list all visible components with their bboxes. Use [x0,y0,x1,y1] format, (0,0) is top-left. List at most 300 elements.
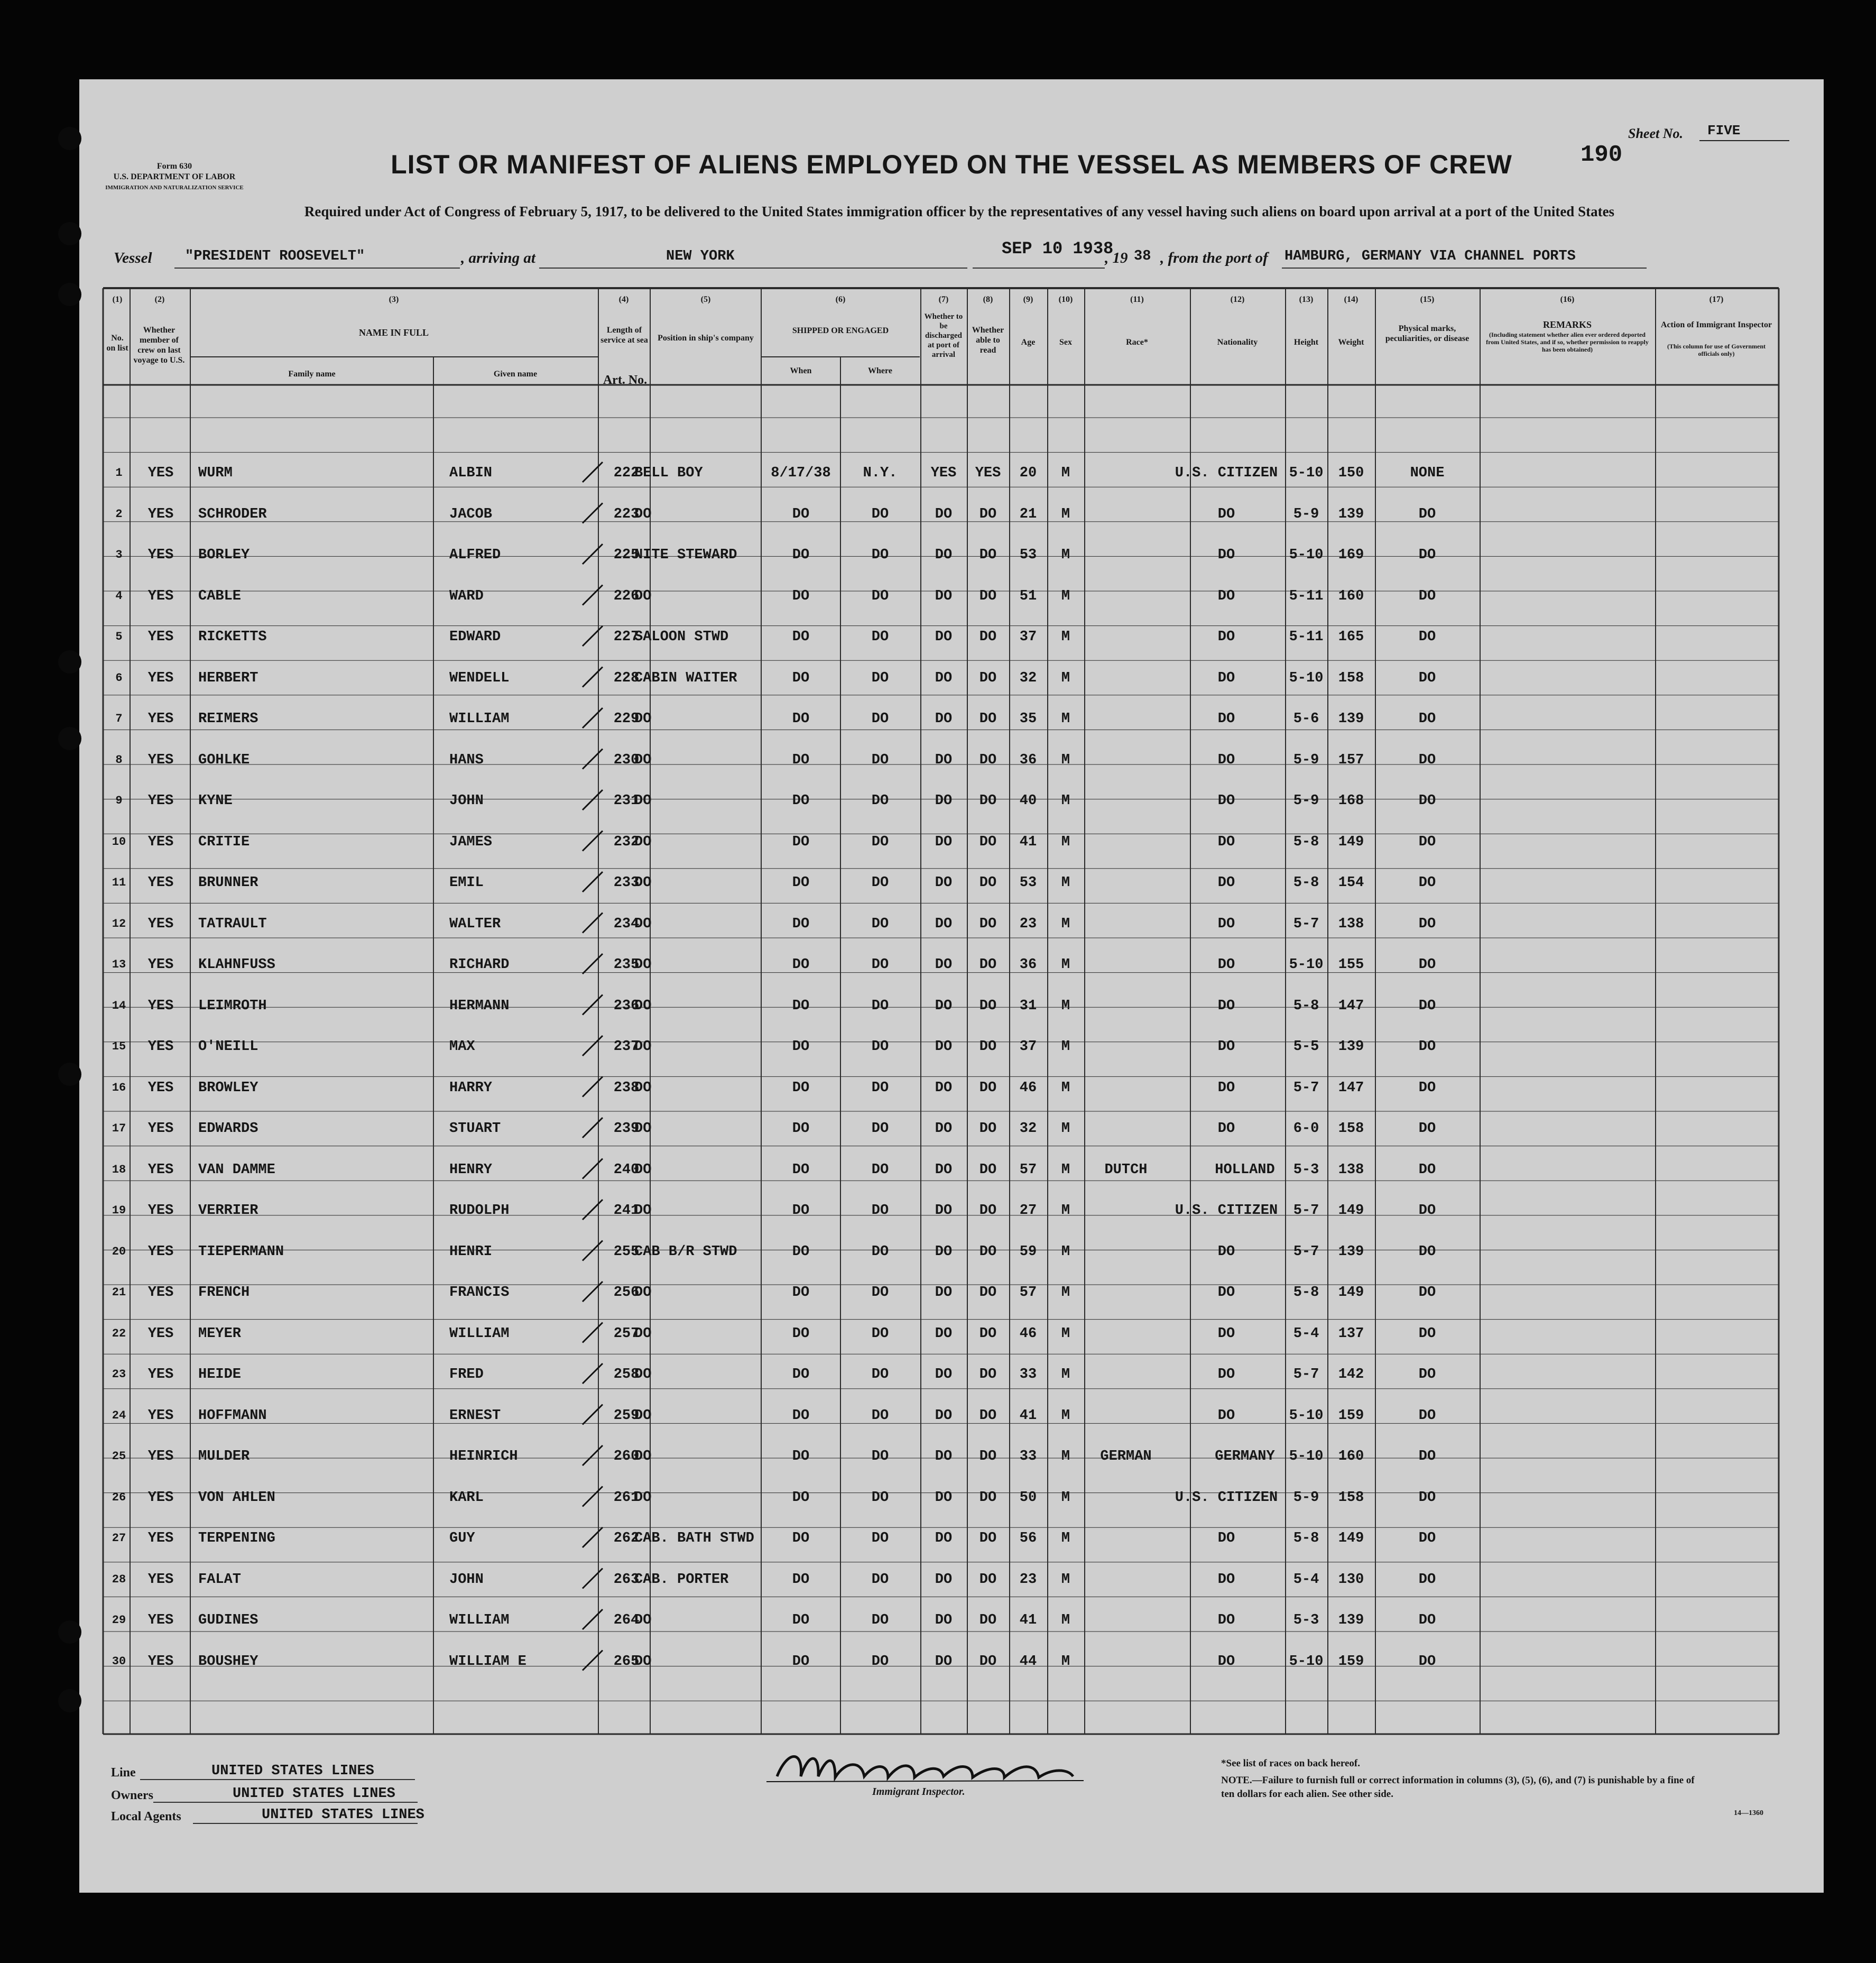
cell-read: DO [979,916,997,932]
header-race: Race* [1126,338,1148,347]
vessel-label: Vessel [114,250,152,266]
cell-height: 5-6 [1293,711,1319,727]
cell-member: YES [147,1449,174,1464]
cell-height: 5-9 [1293,793,1319,809]
cell-member: YES [147,1325,174,1342]
column-number: (6) [835,295,846,304]
cell-height: 5-7 [1293,1243,1319,1260]
cell-member: YES [147,1367,174,1383]
cell-art: 265 [613,1653,640,1670]
cell-age: 27 [1019,1203,1037,1219]
cell-position: CABIN WAITER [634,670,737,686]
cell-nationality: DO [1217,1571,1235,1588]
cell-family: LEIMROTH [198,998,267,1014]
cell-discharged: DO [935,1612,953,1628]
cell-given: ALBIN [449,465,493,481]
cell-read: DO [979,670,997,686]
cell-when: DO [792,1285,810,1301]
column-number: (3) [389,295,399,304]
cell-read: DO [979,629,997,645]
cell-position: DO [634,1121,652,1137]
cell-age: 53 [1019,875,1037,891]
punch-hole [58,1620,81,1644]
header-age: Age [1021,338,1036,347]
cell-age: 32 [1019,1121,1037,1137]
cell-no: 5 [115,630,123,643]
cell-age: 46 [1019,1080,1037,1096]
cell-family: CRITIE [198,834,250,850]
cell-no: 22 [112,1326,126,1340]
cell-discharged: DO [935,1203,953,1219]
cell-when: DO [792,1489,810,1506]
cell-no: 8 [115,753,123,767]
cell-nationality: DO [1217,1285,1235,1301]
cell-age: 50 [1019,1489,1037,1506]
cell-weight: 150 [1338,465,1364,481]
cell-position: DO [634,1080,652,1096]
cell-no: 17 [112,1122,126,1135]
cell-discharged: DO [935,1162,953,1178]
cell-discharged: DO [935,834,953,850]
cell-age: 31 [1019,998,1037,1014]
cell-where: DO [871,1162,889,1178]
cell-physical: DO [1418,1407,1436,1424]
header-shipped: SHIPPED OR ENGAGED [792,326,889,335]
column-number: (12) [1230,295,1245,304]
cell-where: DO [871,916,889,932]
cell-when: DO [792,1407,810,1424]
cell-height: 5-9 [1293,506,1319,522]
owners-value: UNITED STATES LINES [233,1786,395,1802]
cell-nationality: DO [1217,998,1235,1014]
column-number: (15) [1420,295,1435,304]
cell-member: YES [147,670,174,686]
agents-rule [193,1823,418,1824]
cell-nationality: DO [1217,793,1235,809]
cell-nationality: DO [1217,670,1235,686]
cell-family: BORLEY [198,547,250,563]
cell-read: DO [979,1489,997,1506]
cell-weight: 158 [1338,1121,1364,1137]
cell-art: 259 [613,1407,640,1424]
cell-no: 27 [112,1532,126,1545]
cell-position: BELL BOY [634,465,703,481]
cell-member: YES [147,875,174,891]
cell-age: 59 [1019,1243,1037,1260]
cell-family: TATRAULT [198,916,267,932]
cell-member: YES [147,588,174,604]
header-height: Height [1293,338,1319,347]
cell-no: 1 [115,466,123,480]
cell-given: WARD [449,588,484,604]
cell-discharged: DO [935,793,953,809]
cell-weight: 149 [1338,1285,1364,1301]
cell-sex: M [1061,1121,1070,1137]
cell-no: 9 [115,794,123,807]
cell-member: YES [147,793,174,809]
cell-art: 226 [613,588,640,604]
cell-position: DO [634,957,652,973]
cell-nationality: DO [1217,1653,1235,1670]
header-no: No. on list [106,334,128,353]
header-sex: Sex [1059,338,1072,347]
cell-age: 41 [1019,1612,1037,1628]
cell-art: 228 [613,670,640,686]
cell-sex: M [1061,1162,1070,1178]
cell-weight: 149 [1338,834,1364,850]
cell-art: 241 [613,1203,640,1219]
cell-discharged: DO [935,588,953,604]
cell-discharged: DO [935,670,953,686]
cell-nationality: DO [1217,1367,1235,1383]
cell-physical: DO [1418,1285,1436,1301]
punch-hole [58,283,81,306]
punch-hole [58,650,81,674]
cell-when: DO [792,711,810,727]
cell-no: 20 [112,1245,126,1258]
cell-no: 14 [112,999,126,1012]
cell-where: DO [871,1571,889,1588]
header-able-read: Whether able to read [972,326,1004,355]
cell-sex: M [1061,1325,1070,1342]
from-label: , from the port of [1160,250,1268,266]
cell-when: DO [792,1653,810,1670]
cell-race: DUTCH [1104,1162,1148,1178]
column-number: (17) [1709,295,1724,304]
agents-label: Local Agents [111,1810,181,1823]
cell-sex: M [1061,711,1070,727]
cell-no: 28 [112,1572,126,1586]
cell-height: 5-11 [1289,629,1324,645]
cell-physical: DO [1418,1449,1436,1464]
cell-art: 225 [613,547,640,563]
cell-physical: DO [1418,793,1436,809]
cell-family: VON AHLEN [198,1489,275,1506]
year-prefix: , 19 [1105,250,1128,266]
header-length-service: Length of service at sea [600,326,648,345]
header-position: Position in ship's company [658,334,754,343]
cell-sex: M [1061,1367,1070,1383]
cell-no: 7 [115,712,123,725]
cell-art: 222 [613,465,640,481]
cell-position: DO [634,1367,652,1383]
cell-read: DO [979,1571,997,1588]
cell-position: CAB B/R STWD [634,1243,737,1260]
cell-member: YES [147,957,174,973]
from-port: HAMBURG, GERMANY VIA CHANNEL PORTS [1284,248,1576,264]
cell-art: 263 [613,1571,640,1588]
cell-height: 5-10 [1289,1653,1324,1670]
cell-where: DO [871,957,889,973]
header-member: Whether member of crew on last voyage to U.S. [133,326,185,365]
cell-member: YES [147,711,174,727]
cell-discharged: DO [935,547,953,563]
cell-read: DO [979,1162,997,1178]
cell-no: 10 [112,835,126,849]
cell-art: 256 [613,1285,640,1301]
cell-discharged: DO [935,629,953,645]
cell-member: YES [147,998,174,1014]
cell-when: DO [792,1162,810,1178]
cell-physical: DO [1418,588,1436,604]
cell-no: 18 [112,1163,126,1176]
cell-nationality: DO [1217,1325,1235,1342]
cell-age: 57 [1019,1162,1037,1178]
cell-family: KYNE [198,793,233,809]
punch-hole [58,1063,81,1086]
cell-age: 41 [1019,1407,1037,1424]
cell-no: 26 [112,1490,126,1504]
cell-weight: 169 [1338,547,1364,563]
cell-given: JAMES [449,834,493,850]
cell-position: DO [634,752,652,768]
cell-given: STUART [449,1121,501,1137]
cell-sex: M [1061,957,1070,973]
cell-weight: 158 [1338,1489,1364,1506]
cell-age: 20 [1019,465,1037,481]
cell-physical: DO [1418,1571,1436,1588]
cell-age: 53 [1019,547,1037,563]
cell-read: DO [979,834,997,850]
cell-when: DO [792,1449,810,1464]
cell-when: DO [792,547,810,563]
cell-no: 6 [115,671,123,685]
cell-art: 261 [613,1489,640,1506]
cell-given: ALFRED [449,547,501,563]
cell-member: YES [147,1531,174,1546]
cell-art: 255 [613,1243,640,1260]
cell-height: 5-10 [1289,670,1324,686]
cell-no: 2 [115,507,123,521]
cell-physical: DO [1418,1531,1436,1546]
sheet-number-stamp: 190 [1581,142,1623,168]
cell-no: 23 [112,1368,126,1381]
cell-height: 5-10 [1289,957,1324,973]
cell-discharged: DO [935,1121,953,1137]
cell-weight: 147 [1338,998,1364,1014]
cell-where: DO [871,1489,889,1506]
cell-weight: 139 [1338,1243,1364,1260]
cell-family: RICKETTS [198,629,267,645]
cell-nationality: DO [1217,1080,1235,1096]
cell-discharged: YES [930,465,957,481]
cell-member: YES [147,1121,174,1137]
cell-height: 5-10 [1289,1449,1324,1464]
cell-member: YES [147,506,174,522]
cell-given: WILLIAM [449,1325,510,1342]
cell-when: DO [792,1121,810,1137]
department-name: U.S. DEPARTMENT OF LABOR [113,172,236,181]
cell-discharged: DO [935,506,953,522]
header-family-name: Family name [288,370,336,379]
cell-height: 5-8 [1293,998,1319,1014]
subtitle: Required under Act of Congress of February 5, 1917, to be delivered to the United States immigration officer by the representatives of any vessel having such aliens on board upon arrival at a port of the United States [304,204,1615,219]
cell-age: 36 [1019,752,1037,768]
cell-height: 5-4 [1293,1325,1319,1342]
cell-read: DO [979,1653,997,1670]
cell-when: DO [792,1571,810,1588]
service-name: IMMIGRATION AND NATURALIZATION SERVICE [105,185,244,191]
cell-weight: 137 [1338,1325,1364,1342]
cell-weight: 149 [1338,1531,1364,1546]
cell-when: DO [792,506,810,522]
cell-where: DO [871,793,889,809]
cell-when: DO [792,1203,810,1219]
cell-nationality: U.S. CITIZEN [1175,1489,1278,1506]
cell-when: DO [792,1080,810,1096]
cell-member: YES [147,916,174,932]
cell-where: DO [871,834,889,850]
cell-physical: DO [1418,547,1436,563]
cell-sex: M [1061,875,1070,891]
cell-discharged: DO [935,1367,953,1383]
cell-height: 5-8 [1293,834,1319,850]
cell-art: 227 [613,629,640,645]
cell-weight: 159 [1338,1407,1364,1424]
column-number: (4) [618,295,629,304]
cell-nationality: HOLLAND [1215,1162,1275,1178]
form-number: Form 630 [156,162,192,171]
cell-position: DO [634,1039,652,1055]
cell-discharged: DO [935,1243,953,1260]
cell-sex: M [1061,1449,1070,1464]
cell-when: DO [792,834,810,850]
cell-family: MULDER [198,1449,250,1464]
cell-physical: DO [1418,957,1436,973]
cell-where: DO [871,629,889,645]
cell-when: DO [792,670,810,686]
cell-where: DO [871,506,889,522]
cell-age: 37 [1019,1039,1037,1055]
cell-when: 8/17/38 [771,465,831,481]
cell-where: DO [871,1285,889,1301]
cell-height: 5-7 [1293,1203,1319,1219]
cell-discharged: DO [935,1489,953,1506]
cell-where: DO [871,588,889,604]
cell-age: 33 [1019,1367,1037,1383]
cell-height: 5-3 [1293,1162,1319,1178]
cell-member: YES [147,1571,174,1588]
cell-position: DO [634,1489,652,1506]
cell-position: CAB. BATH STWD [634,1531,754,1546]
cell-height: 6-0 [1293,1121,1319,1137]
cell-given: JACOB [449,506,493,522]
cell-where: DO [871,547,889,563]
cell-no: 29 [112,1614,126,1627]
cell-given: KARL [449,1489,484,1506]
cell-physical: DO [1418,1489,1436,1506]
cell-given: WILLIAM [449,1612,510,1628]
cell-position: DO [634,1653,652,1670]
column-number: (1) [112,295,123,304]
cell-art: 257 [613,1325,640,1342]
cell-art: 230 [613,752,640,768]
cell-physical: DO [1418,1325,1436,1342]
cell-position: DO [634,834,652,850]
punch-hole [58,222,81,245]
manifest-sheet [79,79,1824,1893]
inspector-signature [756,1739,1158,1792]
cell-age: 23 [1019,916,1037,932]
cell-sex: M [1061,834,1070,850]
cell-read: DO [979,506,997,522]
cell-discharged: DO [935,752,953,768]
cell-sex: M [1061,547,1070,563]
cell-discharged: DO [935,1571,953,1588]
cell-physical: DO [1418,629,1436,645]
cell-no: 3 [115,548,123,561]
cell-weight: 149 [1338,1203,1364,1219]
cell-where: DO [871,1203,889,1219]
cell-position: CAB. PORTER [634,1571,729,1588]
cell-nationality: DO [1217,957,1235,973]
cell-read: DO [979,547,997,563]
cell-age: 46 [1019,1325,1037,1342]
line-label: Line [111,1766,136,1780]
cell-sex: M [1061,752,1070,768]
cell-read: DO [979,1612,997,1628]
cell-weight: 158 [1338,670,1364,686]
cell-where: DO [871,1039,889,1055]
cell-nationality: DO [1217,752,1235,768]
cell-read: DO [979,875,997,891]
cell-nationality: DO [1217,547,1235,563]
owners-rule [153,1802,418,1803]
cell-family: TERPENING [198,1531,275,1546]
cell-read: DO [979,1285,997,1301]
cell-given: JOHN [449,1571,484,1588]
cell-age: 51 [1019,588,1037,604]
cell-sex: M [1061,1571,1070,1588]
cell-when: DO [792,1243,810,1260]
cell-art: 235 [613,957,640,973]
column-number: (8) [983,295,993,304]
cell-read: DO [979,793,997,809]
column-number: (10) [1058,295,1073,304]
cell-art: 232 [613,834,640,850]
header-discharged: Whether to be discharged at port of arrival [924,312,963,359]
cell-position: DO [634,793,652,809]
cell-read: DO [979,998,997,1014]
cell-family: GOHLKE [198,752,250,768]
cell-where: DO [871,1612,889,1628]
cell-given: RICHARD [449,957,510,973]
header-name-in-full: NAME IN FULL [358,327,429,338]
cell-sex: M [1061,1407,1070,1424]
cell-where: DO [871,711,889,727]
header-weight: Weight [1338,338,1364,347]
agents-value: UNITED STATES LINES [262,1807,424,1823]
cell-weight: 130 [1338,1571,1364,1588]
cell-discharged: DO [935,1531,953,1546]
cell-where: DO [871,1121,889,1137]
cell-no: 25 [112,1450,126,1463]
cell-where: DO [871,1325,889,1342]
vessel-name: "PRESIDENT ROOSEVELT" [185,248,365,264]
cell-sex: M [1061,998,1070,1014]
cell-family: BROWLEY [198,1080,258,1096]
cell-member: YES [147,1612,174,1628]
cell-when: DO [792,1367,810,1383]
column-number: (11) [1130,295,1144,304]
cell-physical: DO [1418,711,1436,727]
cell-discharged: DO [935,1449,953,1464]
cell-family: WURM [198,465,233,481]
header-art-no: Art. No. [603,373,648,387]
cell-read: DO [979,752,997,768]
cell-read: DO [979,1325,997,1342]
line-rule [140,1779,415,1780]
